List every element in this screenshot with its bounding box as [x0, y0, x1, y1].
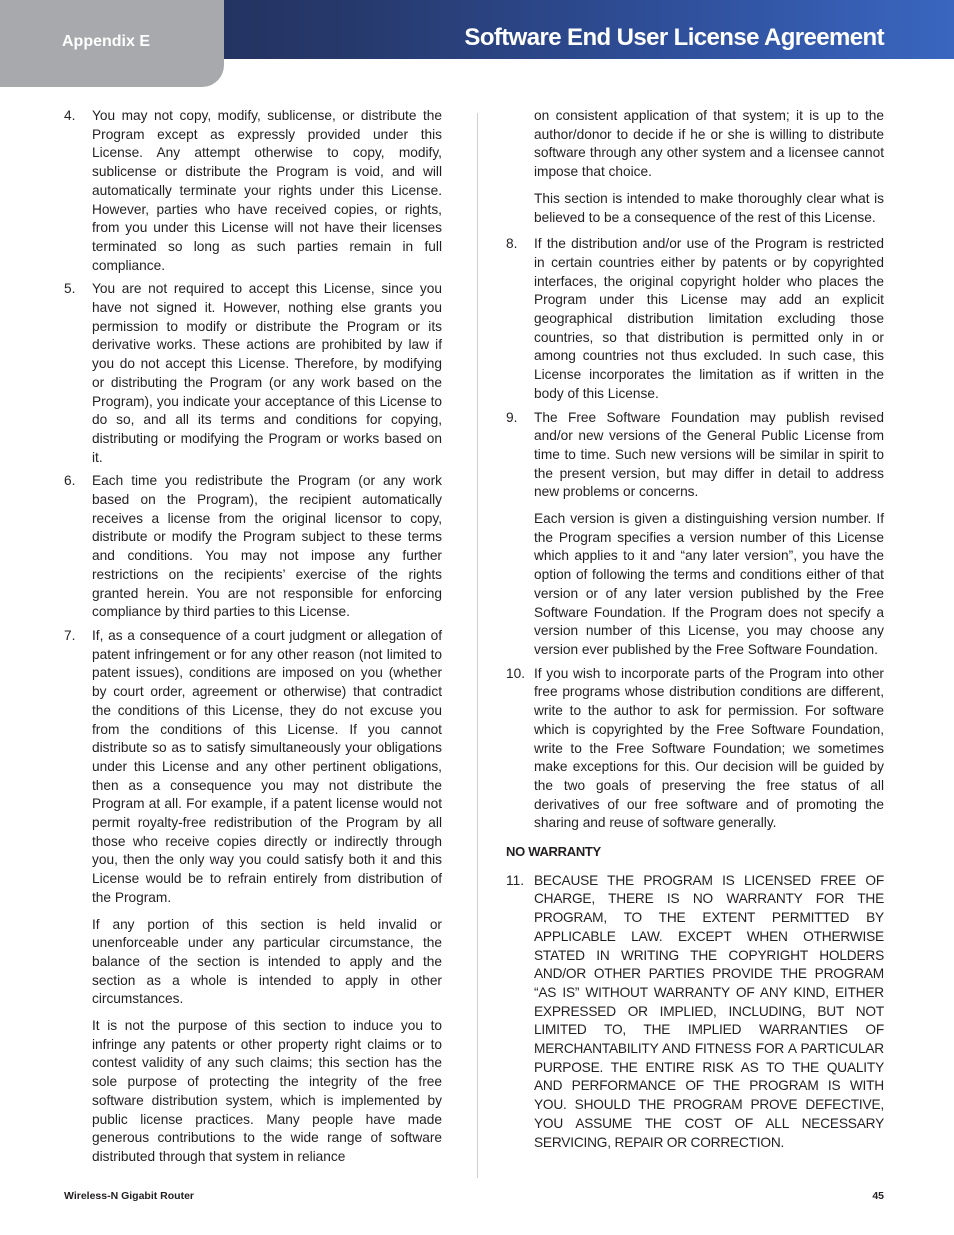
paragraph: It is not the purpose of this section to induce you to infringe any patents or other property right claims or to contest validity of any such claims; this section has the sole purpose of protecting the integrity of the free software distribution system, which is implemented by public license practices. Many people have made generous contributions to the wide range of software distributed through that system in reliance — [92, 1018, 442, 1164]
item-number: 10. — [506, 665, 526, 681]
item-number: 11. — [506, 872, 525, 888]
column-divider — [477, 113, 478, 1178]
paragraph: BECAUSE THE PROGRAM IS LICENSED FREE OF CHARGE, THERE IS NO WARRANTY FOR THE PROGRAM, TO THE EXTENT PERMITTED BY APPLICABLE LAW. EXCEPT WHEN OTHERWISE STATED IN WRITING THE COPYRIGHT HOLDERS AND/OR OTHER PARTIES PROVIDE THE PROGRAM “AS IS” WITHOUT WARRANTY OF ANY KIND, EITHER EXPRESSED OR IMPLIED, INCLUDING, BUT NOT LIMITED TO, THE IMPLIED WARRANTIES OF MERCHANTABILITY AND FITNESS FOR A PARTICULAR PURPOSE. THE ENTIRE RISK AS TO THE QUALITY AND PERFORMANCE OF THE PROGRAM IS WITH YOU. SHOULD THE PROGRAM PROVE DEFECTIVE, YOU ASSUME THE COST OF ALL NECESSARY SERVICING, REPAIR OR CORRECTION. — [534, 872, 884, 1150]
section-heading: NO WARRANTY — [506, 844, 601, 860]
item-number: 7. — [64, 627, 76, 643]
page-number: 45 — [872, 1190, 884, 1202]
paragraph: If you wish to incorporate parts of the Program into other free programs whose distribution conditions are different, write to the author to ask for permission. For software which is copyrighted by the Free Software Foundation, write to the Free Software Foundation; we sometimes make exceptions for this. Our decision will be guided by the two goals of preserving the free status of all derivatives of our free software and of promoting the sharing and reuse of software generally. — [534, 665, 884, 831]
item-number: 9. — [506, 409, 518, 425]
right-column — [506, 107, 884, 1157]
list-item — [64, 280, 442, 467]
paragraph: If, as a consequence of a court judgment or allegation of patent infringement or for any other reason (not limited to patent issues), conditions are imposed on you (whether by court order, agreement or otherwise) that contradict the conditions of this License, they do not excuse you from the conditions of this License. If you cannot distribute so as to satisfy simultaneously your obligations under this License and any other pertinent obligations, then as a consequence you may not distribute the Program at all. For example, if a patent license would not permit royalty-free redistribution of the Program by all those who receive copies directly or indirectly through you, then the only way you could satisfy both it and this License would be to refrain entirely from distribution of the Program. — [92, 627, 442, 905]
paragraph: on consistent application of that system; it is up to the author/donor to decide if he or she is willing to distribute software through any other system and a licensee cannot impose that choice. — [534, 108, 884, 180]
list-item — [64, 107, 442, 275]
appendix-label: Appendix E — [62, 33, 151, 50]
paragraph: Each version is given a distinguishing version number. If the Program specifies a version number of this License which applies to it and “any later version”, you have the option of following the terms and conditions either of that version or of any later version published by the Free Software Foundation. If the Program does not specify a version number of this License, you may choose any version ever published by the Free Software Foundation. — [534, 511, 884, 657]
page-title: Software End User License Agreement — [464, 24, 884, 51]
list-item-continuation — [506, 107, 884, 227]
list-item — [506, 665, 884, 833]
left-column — [64, 107, 442, 1172]
appendix-tab — [0, 0, 224, 87]
item-number: 8. — [506, 236, 518, 252]
paragraph: If any portion of this section is held invalid or unenforceable under any particular circumstance, the balance of the section is intended to apply and the section as a whole is intended to apply in other circumstances. — [92, 916, 442, 1007]
item-number: 6. — [64, 473, 76, 489]
list-item — [64, 627, 442, 1167]
paragraph: You are not required to accept this License, since you have not signed it. However, nothing else grants you permission to modify or distribute the Program or its derivative works. These actions are prohibited by law if you do not accept this License. Therefore, by modifying or distributing the Program (or any work based on the Program), you indicate your acceptance of this License to do so, and all its terms and conditions for copying, distributing or modifying the Program or works based on it. — [92, 281, 442, 465]
paragraph: If the distribution and/or use of the Program is restricted in certain countries either by patents or by copyrighted interfaces, the original copyright holder who places the Program under this License may add an explicit geographical distribution limitation excluding those countries, so that distribution is permitted only in or among countries not thus excluded. In such case, this License incorporates the limitation as if written in the body of this License. — [534, 236, 884, 401]
list-item — [64, 472, 442, 622]
paragraph: Each time you redistribute the Program (or any work based on the Program), the recipient automatically receives a license from the original licensor to copy, distribute or modify the Program subject to these terms and conditions. You may not impose any further restrictions on the recipients’ exercise of the rights granted herein. You are not responsible for enforcing compliance by third parties to this License. — [92, 473, 442, 620]
list-item — [506, 409, 884, 660]
list-item — [506, 235, 884, 403]
paragraph: This section is intended to make thoroughly clear what is believed to be a consequence of the rest of this License. — [534, 190, 884, 225]
paragraph: You may not copy, modify, sublicense, or distribute the Program except as expressly provided under this License. Any attempt otherwise to copy, modify, sublicense or distribute the Program is void, and will automatically terminate your rights under this License. However, parties who have received copies, or rights, from you under this License will not have their licenses terminated so long as such parties remain in full compliance. — [92, 108, 442, 273]
item-number: 5. — [64, 281, 76, 297]
item-number: 4. — [64, 108, 76, 123]
footer-product-name: Wireless-N Gigabit Router — [64, 1190, 195, 1202]
paragraph: The Free Software Foundation may publish revised and/or new versions of the General Public License from time to time. Such new versions will be similar in spirit to the present version, but may differ in detail to address new problems or concerns. — [534, 409, 884, 500]
list-item — [506, 872, 884, 1153]
